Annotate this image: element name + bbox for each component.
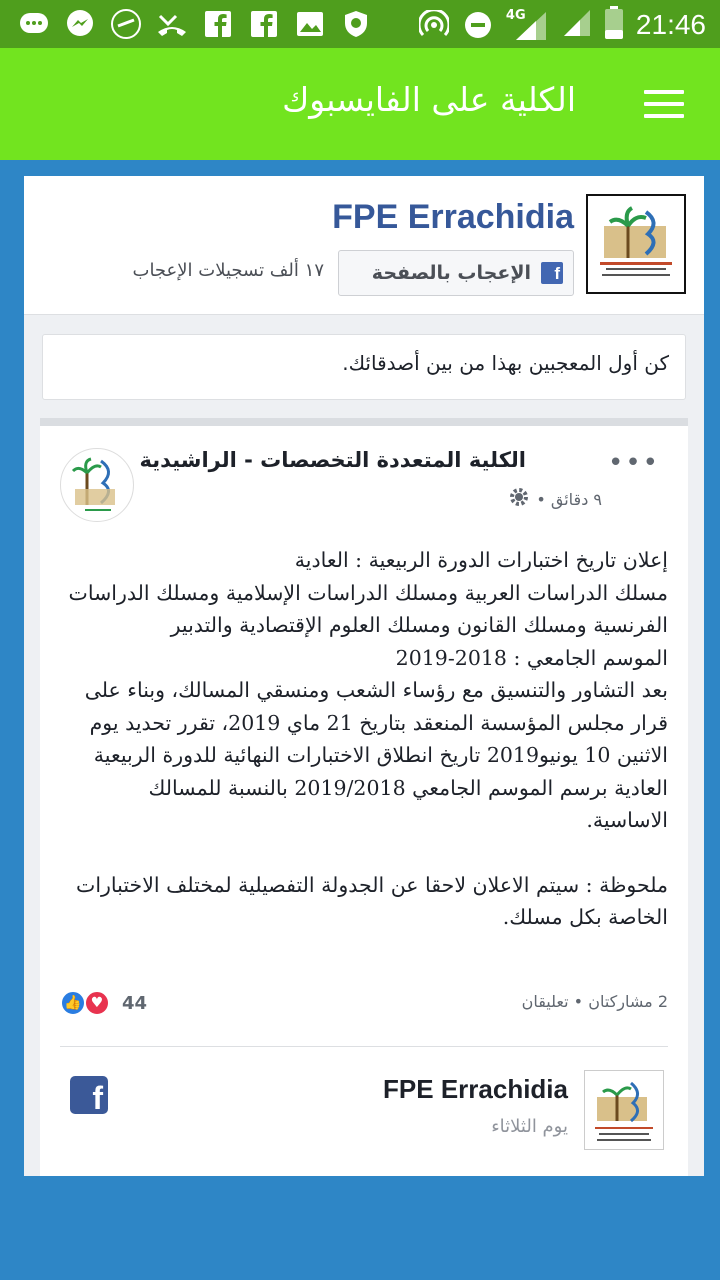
page-header [24, 176, 704, 315]
radio-icon [110, 8, 142, 40]
status-bar [0, 0, 720, 48]
vpn-shield-icon [340, 8, 372, 40]
shares-comments[interactable]: 2 مشاركتان • تعليقان [521, 992, 668, 1011]
post-line [64, 837, 668, 869]
post-line: مسلك الدراسات العربية ومسلك الدراسات الإسلامية ومسلك الدراسات الفرنسية ومسلك القانون ومسلك العلوم الإقتصادية والتدبير [68, 580, 668, 637]
battery-icon [604, 6, 624, 44]
reactions-count: 44 [122, 992, 148, 1014]
hamburger-icon[interactable] [644, 90, 684, 120]
more-options-icon[interactable]: ••• [607, 448, 660, 478]
gear-icon [508, 486, 530, 512]
page-logo[interactable] [586, 194, 686, 294]
app-title: الكلية على الفايسبوك [282, 80, 576, 119]
post-line: ملحوظة : سيتم الاعلان لاحقا عن الجدولة التفصيلية لمختلف الاختبارات الخاصة بكل مسلك. [76, 872, 668, 929]
post-meta [508, 486, 602, 512]
do-not-disturb-icon [462, 9, 494, 41]
embed-time: يوم الثلاثاء [491, 1116, 568, 1137]
friends-like-box [42, 334, 686, 400]
like-reaction-icon: 👍 [60, 990, 86, 1016]
facebook-icon: f [541, 262, 563, 284]
like-page-button[interactable] [338, 250, 574, 296]
reactions[interactable] [60, 990, 147, 1016]
missed-call-icon [156, 8, 188, 40]
love-reaction-icon: ♥ [84, 990, 110, 1016]
likes-count: ١٧ ألف تسجيلات الإعجاب [132, 260, 324, 281]
post-body [64, 544, 668, 934]
post-line: بعد التشاور والتنسيق مع رؤساء الشعب ومنسقي المسالك، وبناء على قرار مجلس المؤسسة المنعقد بتاريخ 21 ماي 2019، تقرر تحديد يوم الاثنين 10 يونيو2019 تاريخ انطلاق الاختبارات النهائية للدورة الربيعية العادية برسم الموسم الجامعي 2019/2018 بالنسبة للمسالك الاساسية. [84, 678, 668, 832]
post-line: إعلان تاريخ اختبارات الدورة الربيعية : العادية [294, 548, 668, 572]
post-line: الموسم الجامعي : 2018-2019 [395, 645, 668, 670]
messenger-icon [64, 8, 96, 40]
facebook-icon[interactable]: f [70, 1076, 108, 1114]
divider [60, 1046, 668, 1047]
network-type: 4G [505, 8, 526, 23]
facebook-page-plugin [24, 176, 704, 1176]
hotspot-icon [418, 9, 450, 41]
facebook-icon [248, 8, 280, 40]
embed-page-logo[interactable] [584, 1070, 664, 1150]
chat-bubble-icon [18, 8, 50, 40]
embed-page-name[interactable]: FPE Errachidia [383, 1074, 568, 1104]
page-name[interactable]: FPE Errachidia [332, 198, 574, 236]
post-author-name[interactable]: الكلية المتعددة التخصصات - الراشيدية [139, 448, 526, 472]
friends-like-text: كن أول المعجبين بهذا من بين أصدقائك. [342, 351, 669, 375]
post-author-avatar[interactable] [60, 448, 134, 522]
app-bar [0, 48, 720, 160]
clock: 21:46 [635, 9, 706, 40]
signal-icon [506, 8, 550, 42]
signal-icon [562, 8, 592, 42]
facebook-icon [202, 8, 234, 40]
image-icon [294, 8, 326, 40]
like-page-label: الإعجاب بالصفحة [371, 262, 531, 284]
post-card [40, 418, 688, 1176]
post-time[interactable]: ٩ دقائق • [536, 489, 602, 509]
